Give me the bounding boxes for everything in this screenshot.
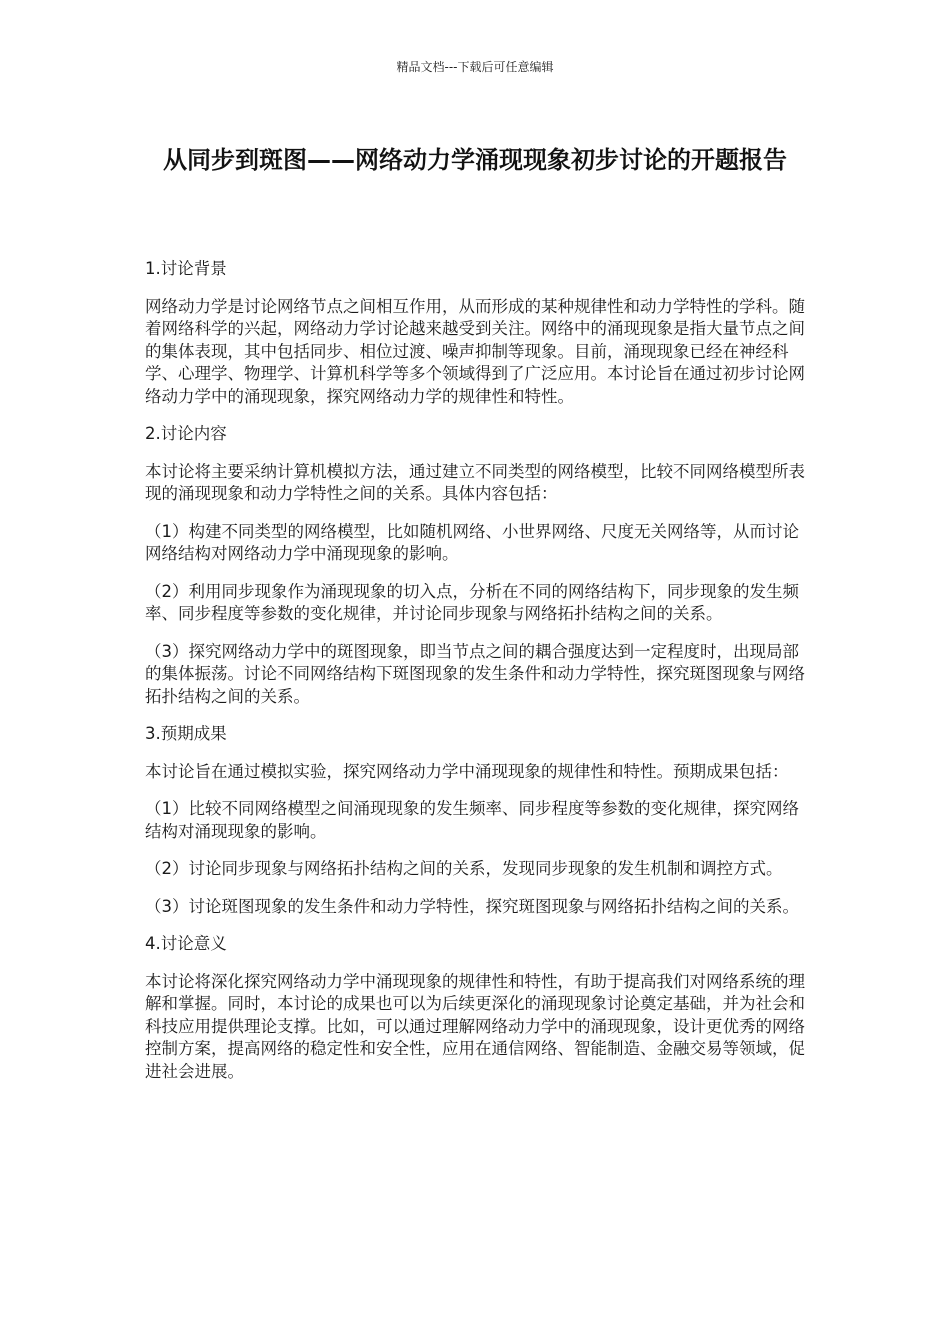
list-item: （2）讨论同步现象与网络拓扑结构之间的关系，发现同步现象的发生机制和调控方式。	[145, 859, 783, 878]
section-heading: 2.讨论内容	[145, 424, 227, 443]
section-heading: 3.预期成果	[145, 724, 227, 743]
list-item: （3）讨论斑图现象的发生条件和动力学特性，探究斑图现象与网络拓扑结构之间的关系。	[145, 896, 799, 916]
paragraph: 本讨论旨在通过模拟实验，探究网络动力学中涌现现象的规律性和特性。预期成果包括：	[145, 761, 789, 781]
list-item: （3）探究网络动力学中的斑图现象，即当节点之间的耦合强度达到一定程度时，出现局部的集体振荡。讨论不同网络结构下斑图现象的发生条件和动力学特性，探究斑图现象与网络拓扑结构之间的关系。	[145, 641, 805, 706]
list-item: （1）比较不同网络模型之间涌现现象的发生频率、同步程度等参数的变化规律，探究网络结构对涌现现象的影响。	[145, 799, 799, 841]
header-note: 精品文档---下载后可任意编辑	[396, 60, 554, 74]
document-title: 从同步到斑图——网络动力学涌现现象初步讨论的开题报告	[163, 146, 787, 174]
document-body	[145, 258, 813, 1098]
paragraph: 本讨论将主要采纳计算机模拟方法，通过建立不同类型的网络模型，比较不同网络模型所表现的涌现现象和动力学特性之间的关系。具体内容包括：	[145, 461, 805, 503]
paragraph: 网络动力学是讨论网络节点之间相互作用，从而形成的某种规律性和动力学特性的学科。随着网络科学的兴起，网络动力学讨论越来越受到关注。网络中的涌现现象是指大量节点之间的集体表现，其中包括同步、相位过渡、噪声抑制等现象。目前，涌现现象已经在神经科学、心理学、物理学、计算机科学等多个领域得到了广泛应用。本讨论旨在通过初步讨论网络动力学中的涌现现象，探究网络动力学的规律性和特性。	[145, 296, 805, 406]
list-item: （2）利用同步现象作为涌现现象的切入点，分析在不同的网络结构下，同步现象的发生频率、同步程度等参数的变化规律，并讨论同步现象与网络拓扑结构之间的关系。	[145, 581, 799, 623]
section-heading: 1.讨论背景	[145, 259, 227, 278]
paragraph: 本讨论将深化探究网络动力学中涌现现象的规律性和特性，有助于提高我们对网络系统的理解和掌握。同时，本讨论的成果也可以为后续更深化的涌现现象讨论奠定基础，并为社会和科技应用提供理论支撑。比如，可以通过理解网络动力学中的涌现现象，设计更优秀的网络控制方案，提高网络的稳定性和安全性，应用在通信网络、智能制造、金融交易等领域，促进社会进展。	[145, 971, 805, 1081]
list-item: （1）构建不同类型的网络模型，比如随机网络、小世界网络、尺度无关网络等，从而讨论网络结构对网络动力学中涌现现象的影响。	[145, 521, 799, 563]
section-heading: 4.讨论意义	[145, 934, 227, 953]
